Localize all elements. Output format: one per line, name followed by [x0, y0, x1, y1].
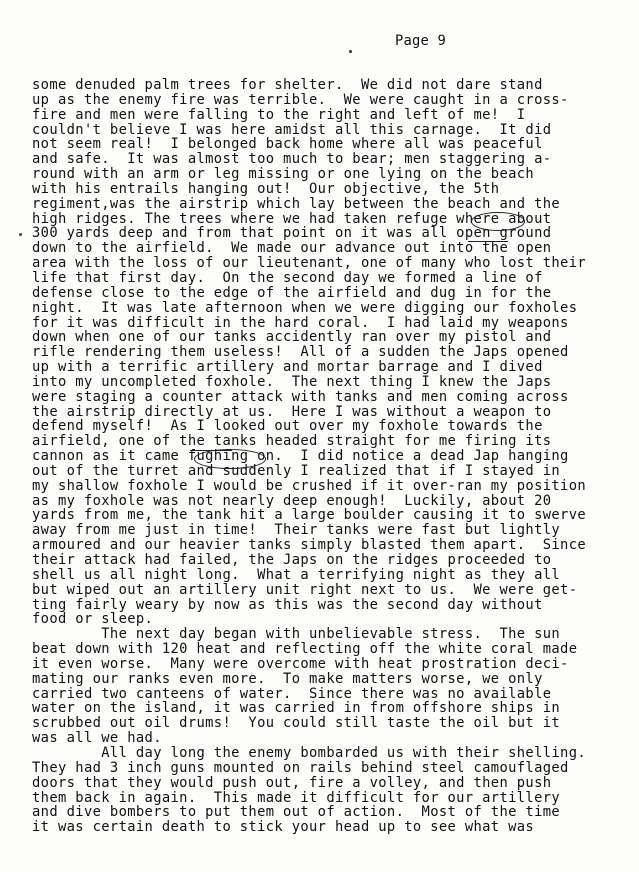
- text-line: but wiped out an artillery unit right next to us. We were get-: [32, 581, 578, 598]
- text-line: with his entrails hanging out! Our objective, the 5th: [32, 180, 500, 197]
- text-line: it even worse. Many were overcome with heat prostration deci-: [32, 655, 569, 672]
- text-line: my shallow foxhole I would be crushed if it over-ran my position: [32, 477, 587, 494]
- text-line: was all we had.: [32, 730, 162, 747]
- text-line: defend myself! As I looked out over my foxhole towards the: [32, 418, 543, 435]
- page-number: Page 9: [395, 33, 447, 49]
- text-line: into my uncompleted foxhole. The next thing I knew the Japs: [32, 373, 552, 390]
- text-line: it was certain death to stick your head up to see what was: [32, 819, 535, 836]
- text-line: scrubbed out oil drums! You could still taste the oil but it: [32, 715, 561, 732]
- text-line: down when one of our tanks accidently ran over my pistol and: [32, 329, 552, 346]
- body-text: [32, 78, 632, 835]
- proofreading-circle-fughing: [194, 449, 266, 469]
- text-line: some denuded palm trees for shelter. We did not dare stand: [32, 77, 543, 93]
- text-line: water on the island, it was carried in from offshore ships in: [32, 700, 561, 717]
- text-line: yards from me, the tank hit a large boulder causing it to swerve: [32, 507, 587, 524]
- text-line: life that first day. On the second day we formed a line of: [32, 269, 543, 286]
- text-line: rifle rendering them useless! All of a sudden the Japs opened: [32, 344, 569, 361]
- proofreading-circle-where: [471, 212, 525, 231]
- text-line: round with an arm or leg missing or one lying on the beach: [32, 166, 535, 183]
- text-line: fire and men were falling to the right and left of me! I: [32, 106, 526, 123]
- text-line: armoured and our heavier tanks simply blasted them apart. Since: [32, 537, 587, 554]
- text-line: the airstrip directly at us. Here I was without a weapon to: [32, 403, 552, 420]
- text-line: away from me just in time! Their tanks were fast but lightly: [32, 522, 561, 539]
- text-line: area with the loss of our lieutenant, one of many who lost their: [32, 255, 587, 272]
- text-line: up as the enemy fire was terrible. We were caught in a cross-: [32, 91, 569, 108]
- text-line: out of the turret and suddenly I realized that if I stayed in: [32, 462, 561, 479]
- text-line: They had 3 inch guns mounted on rails behind steel camouflaged: [32, 759, 569, 776]
- text-line: mating our ranks even more. To make matters worse, we only: [32, 670, 543, 687]
- margin-mark: [19, 233, 22, 236]
- text-line: and dive bombers to put them out of action. Most of the time: [32, 804, 561, 821]
- text-line: couldn't believe I was here amidst all this carnage. It did: [32, 121, 552, 138]
- text-line: for it was difficult in the hard coral. I had laid my weapons: [32, 314, 569, 331]
- text-line: carried two canteens of water. Since there was no available: [32, 685, 552, 702]
- text-line: defense close to the edge of the airfield and dug in for the: [32, 284, 552, 301]
- text-line: The next day began with unbelievable stress. The sun: [32, 626, 561, 643]
- text-line: regiment,was the airstrip which lay between the beach and the: [32, 195, 561, 212]
- stray-mark-top: [349, 50, 352, 53]
- proofreading-underline-open: [468, 241, 508, 242]
- text-line: ting fairly weary by now as this was the second day without: [32, 596, 543, 613]
- text-line: night. It was late afternoon when we were digging our foxholes: [32, 299, 578, 316]
- text-line: cannon as it came fughing on. I did notice a dead Jap hanging: [32, 448, 569, 465]
- text-line: All day long the enemy bombarded us with their shelling.: [32, 744, 587, 761]
- text-line: not seem real! I belonged back home where all was peaceful: [32, 136, 543, 153]
- text-line: down to the airfield. We made our advance out into the open: [32, 240, 552, 257]
- text-line: and safe. It was almost too much to bear; men staggering a-: [32, 151, 552, 168]
- text-line: were staging a counter attack with tanks and men coming across: [32, 388, 569, 405]
- text-line: airfield, one of the tanks headed straight for me firing its: [32, 433, 552, 450]
- text-line: food or sleep.: [32, 611, 154, 628]
- text-line: doors that they would push out, fire a volley, and then push: [32, 774, 552, 791]
- text-line: up with a terrific artillery and mortar barrage and I dived: [32, 359, 543, 376]
- text-line: as my foxhole was not nearly deep enough! Luckily, about 20: [32, 492, 552, 509]
- text-line: their attack had failed, the Japs on the ridges proceeded to: [32, 552, 552, 568]
- text-line: high ridges. The trees where we had taken refuge where about: [32, 210, 552, 227]
- text-line: them back in again. This made it difficult for our artillery: [32, 789, 561, 806]
- text-line: beat down with 120 heat and reflecting off the white coral made: [32, 641, 578, 658]
- text-line: shell us all night long. What a terrifying night as they all: [32, 566, 561, 583]
- text-line: 300 yards deep and from that point on it was all open ground: [32, 225, 552, 242]
